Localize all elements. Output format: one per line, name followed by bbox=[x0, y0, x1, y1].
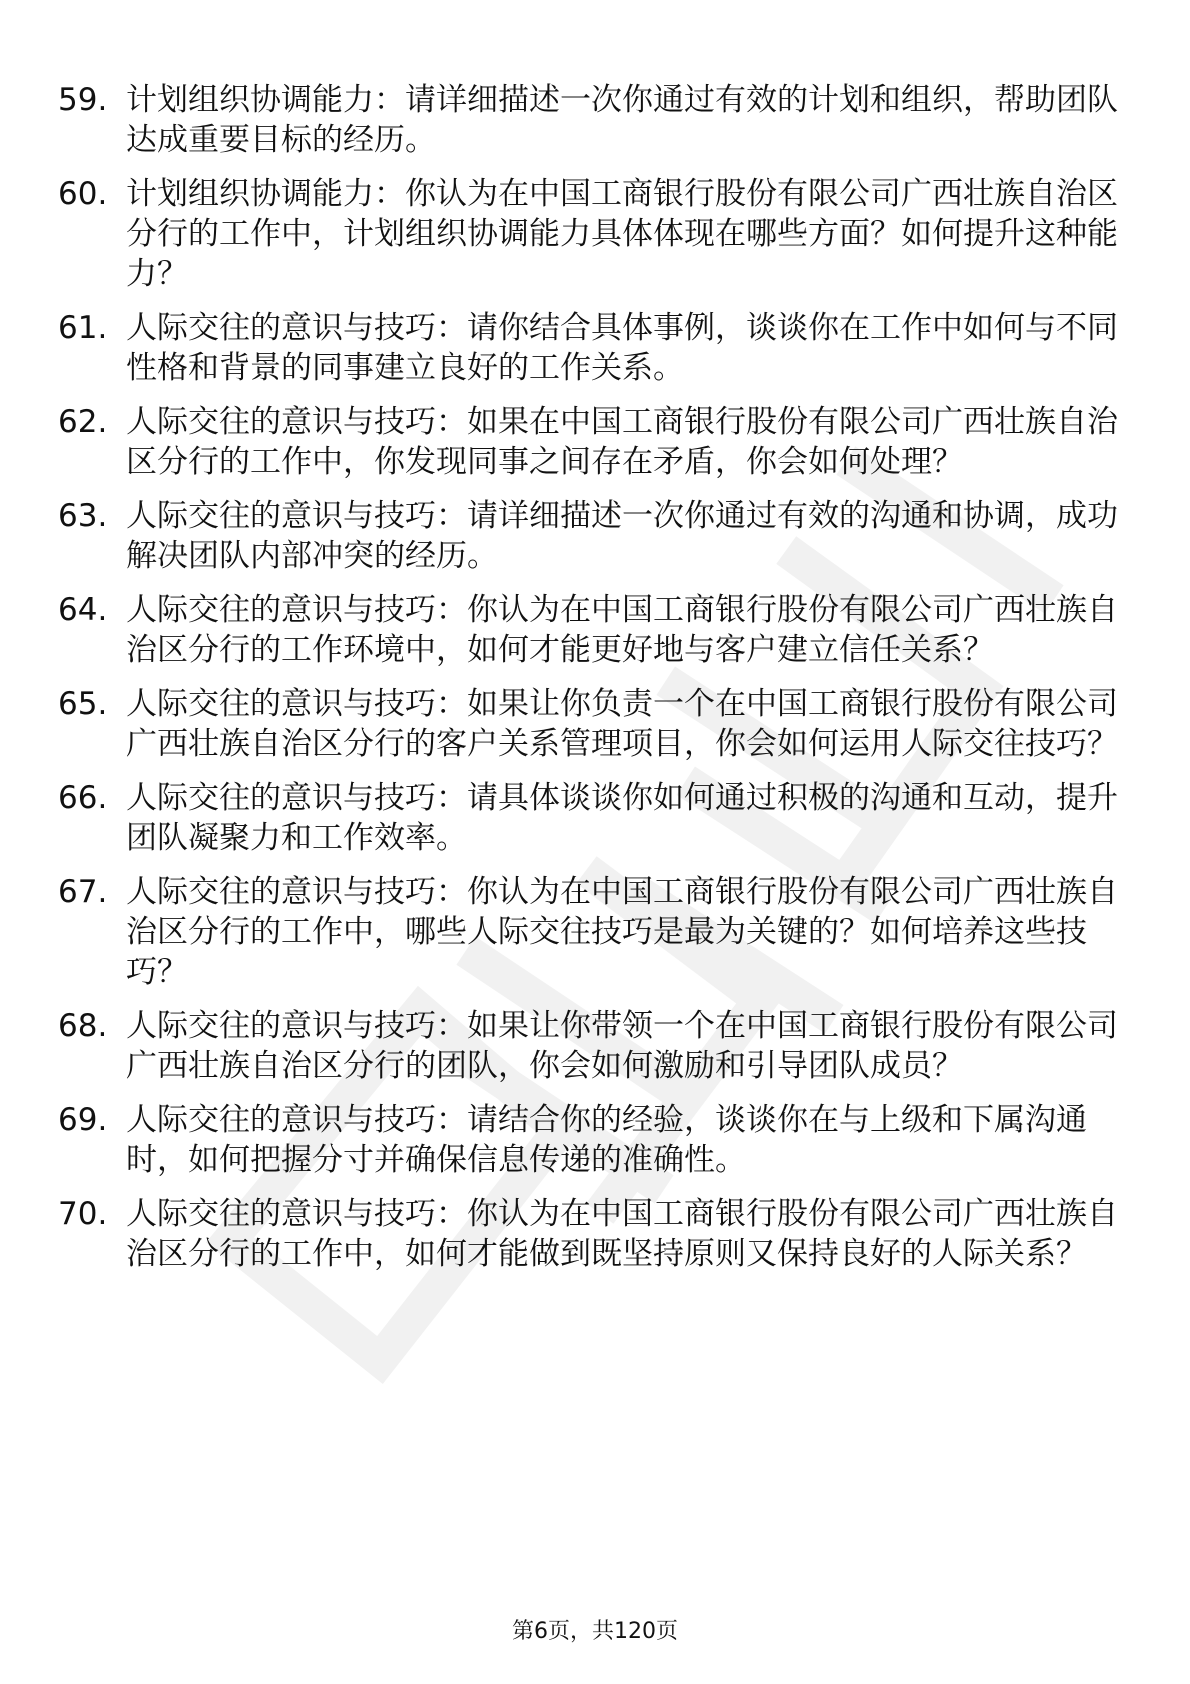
question-number: 66. bbox=[58, 780, 108, 816]
question-text: 计划组织协调能力：请详细描述一次你通过有效的计划和组织，帮助团队达成重要目标的经历。 bbox=[126, 82, 1118, 158]
question-number: 69. bbox=[58, 1102, 108, 1138]
question-item bbox=[58, 1194, 1118, 1274]
question-item bbox=[58, 872, 1118, 992]
question-list bbox=[58, 80, 1118, 1288]
question-item bbox=[58, 402, 1118, 482]
question-text: 人际交往的意识与技巧：如果让你带领一个在中国工商银行股份有限公司广西壮族自治区分行的团队，你会如何激励和引导团队成员？ bbox=[126, 1008, 1118, 1084]
question-number: 59. bbox=[58, 82, 108, 118]
question-item bbox=[58, 1100, 1118, 1180]
question-number: 64. bbox=[58, 592, 108, 628]
question-item bbox=[58, 174, 1118, 294]
question-number: 68. bbox=[58, 1008, 108, 1044]
question-text: 人际交往的意识与技巧：你认为在中国工商银行股份有限公司广西壮族自治区分行的工作中，如何才能做到既坚持原则又保持良好的人际关系？ bbox=[126, 1196, 1118, 1272]
question-text: 人际交往的意识与技巧：请结合你的经验，谈谈你在与上级和下属沟通时，如何把握分寸并确保信息传递的准确性。 bbox=[126, 1102, 1087, 1178]
question-number: 61. bbox=[58, 310, 108, 346]
question-item bbox=[58, 308, 1118, 388]
question-text: 人际交往的意识与技巧：你认为在中国工商银行股份有限公司广西壮族自治区分行的工作中，哪些人际交往技巧是最为关键的？如何培养这些技巧？ bbox=[126, 874, 1118, 990]
question-item bbox=[58, 80, 1118, 160]
question-number: 62. bbox=[58, 404, 108, 440]
question-number: 63. bbox=[58, 498, 108, 534]
question-text: 计划组织协调能力：你认为在中国工商银行股份有限公司广西壮族自治区分行的工作中，计划组织协调能力具体体现在哪些方面？如何提升这种能力？ bbox=[126, 176, 1118, 292]
question-text: 人际交往的意识与技巧：如果让你负责一个在中国工商银行股份有限公司广西壮族自治区分行的客户关系管理项目，你会如何运用人际交往技巧？ bbox=[126, 686, 1118, 762]
question-text: 人际交往的意识与技巧：请你结合具体事例，谈谈你在工作中如何与不同性格和背景的同事建立良好的工作关系。 bbox=[126, 310, 1118, 386]
question-text: 人际交往的意识与技巧：如果在中国工商银行股份有限公司广西壮族自治区分行的工作中，你发现同事之间存在矛盾，你会如何处理？ bbox=[126, 404, 1118, 480]
question-number: 60. bbox=[58, 176, 108, 212]
page-footer: 第6页，共120页 bbox=[512, 1619, 678, 1644]
question-item bbox=[58, 684, 1118, 764]
question-number: 70. bbox=[58, 1196, 108, 1232]
question-number: 67. bbox=[58, 874, 108, 910]
question-number: 65. bbox=[58, 686, 108, 722]
question-item bbox=[58, 778, 1118, 858]
question-item bbox=[58, 1006, 1118, 1086]
question-text: 人际交往的意识与技巧：请详细描述一次你通过有效的沟通和协调，成功解决团队内部冲突的经历。 bbox=[126, 498, 1118, 574]
question-item bbox=[58, 496, 1118, 576]
question-text: 人际交往的意识与技巧：你认为在中国工商银行股份有限公司广西壮族自治区分行的工作环境中，如何才能更好地与客户建立信任关系？ bbox=[126, 592, 1118, 668]
question-text: 人际交往的意识与技巧：请具体谈谈你如何通过积极的沟通和互动，提升团队凝聚力和工作效率。 bbox=[126, 780, 1118, 856]
question-item bbox=[58, 590, 1118, 670]
